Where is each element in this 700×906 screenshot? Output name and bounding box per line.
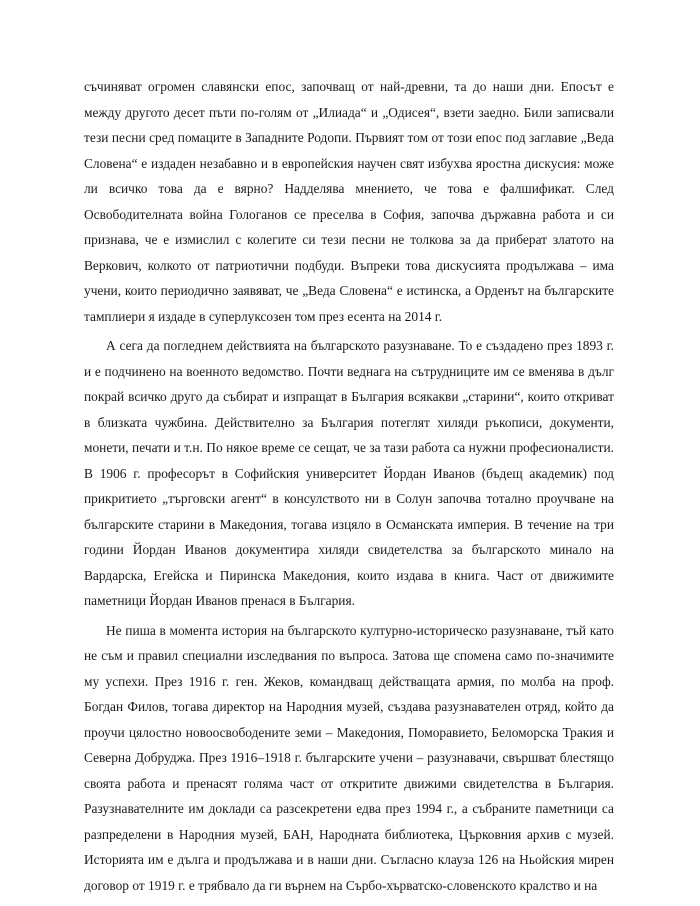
paragraph-1: съчиняват огромен славянски епос, започващ от най-древни, та до наши дни. Епосът е между другото десет пъти по-голям от „Илиада“ и „Одисея“, взети заедно. Били записвали тези песни сред помаците в Западните Родопи. Първият том от този епос под заглавие „Веда Словена“ е издаден незабавно и в европейския научен свят избухва яростна дискусия: може ли всичко това да е вярно? Надделява мнението, че това е фалшификат. След Освободителната война Гологанов се преселва в София, започва държавна работа и си признава, че е измислил с колегите си тези песни не толкова за да приберат златото на Веркович, колкото от патриотични подбуди. Въпреки това дискусията продължава – има учени, които периодично заявяват, че „Веда Словена“ е истинска, а Орденът на българските тамплиери я издаде в суперлуксозен том през есента на 2014 г.	[84, 79, 614, 324]
paragraph-3: Не пиша в момента история на българското културно-историческо разузнаване, тъй като не съм и правил специални изследвания по въпроса. Затова ще спомена само по-значимите му успехи. През 1916 г. ген. Жеков, командващ действащата армия, по молба на проф. Богдан Филов, тогава директор на Народния музей, създава разузнавателен отряд, който да проучи цялостно новоосвободените земи – Македония, Поморавието, Беломорска Тракия и Северна Добруджа. През 1916–1918 г. българските учени – разузнавачи, свършват блестящо своята работа и пренасят голяма част от откритите движими свидетелства в България. Разузнавателните им доклади са разсекретени едва през 1994 г., а събраните паметници са разпределени в Народния музей, БАН, Народната библиотека, Църковния архив с музей. Историята им е дълга и продължава и в наши дни. Съгласно клауза 126 на Ньойския мирен договор от 1919 г. е трябвало да ги върнем на Сърбо-хърватско-словенското кралство и на	[84, 622, 614, 893]
document-page	[84, 74, 614, 902]
paragraph-2: А сега да погледнем действията на българското разузнаване. То е създадено през 1893 г. и е подчинено на военното ведомство. Почти веднага на сътрудниците им се вменява в дълг покрай всичко друго да събират и изпращат в България всякакви „старини“, които откриват в близката чужбина. Действително за България потеглят хиляди ръкописи, документи, монети, печати и т.н. По някое време се сещат, че за тази работа са нужни професионалисти. В 1906 г. професорът в Софийския университет Йордан Иванов (бъдещ академик) под прикритието „търговски агент“ в консулството ни в Солун започва тотално проучване на българските старини в Македония, тогава изцяло в Османската империя. В течение на три години Йордан Иванов документира хиляди свидетелства за българското минало на Вардарска, Егейска и Пиринска Македония, които издава в книга. Част от движимите паметници Йордан Иванов пренася в България.	[84, 338, 614, 608]
